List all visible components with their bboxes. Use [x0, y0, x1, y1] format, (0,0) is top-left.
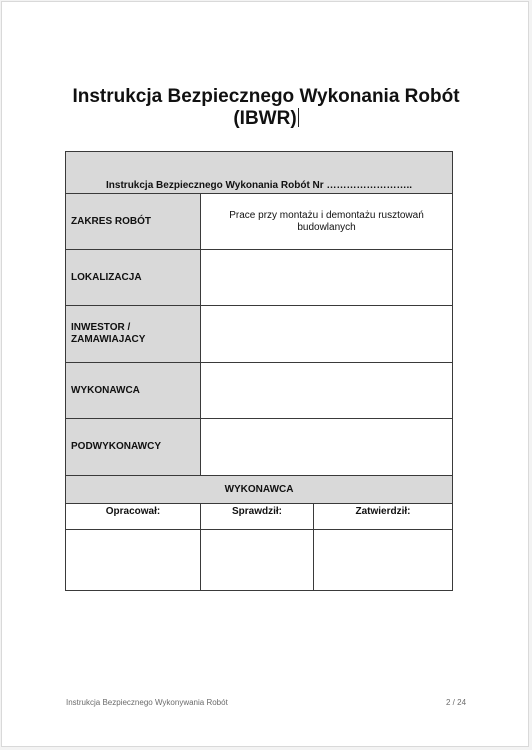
- value-inwestor[interactable]: [201, 306, 453, 363]
- text-cursor: [298, 108, 299, 127]
- ibwr-form-table: [65, 151, 453, 591]
- label-wykonawca: WYKONAWCA: [66, 363, 201, 419]
- row-podwykonawcy: [66, 419, 453, 476]
- value-zakres-robot[interactable]: Prace przy montażu i demontażu rusztowań budowlanych: [201, 194, 453, 250]
- form-header-row: [66, 152, 453, 194]
- contractor-section-row: [66, 476, 453, 504]
- title-line-1: Instrukcja Bezpiecznego Wykonania Robót: [72, 86, 460, 107]
- label-inwestor-text: INWESTOR / ZAMAWIAJACY: [71, 322, 146, 345]
- document-title: [0, 86, 532, 130]
- row-wykonawca: [66, 363, 453, 419]
- contractor-section-title: WYKONAWCA: [66, 476, 453, 504]
- signature-box-opracowal[interactable]: [66, 530, 201, 591]
- title-line-2-text: (IBWR): [233, 108, 297, 129]
- label-lokalizacja: LOKALIZACJA: [66, 250, 201, 306]
- signature-box-zatwierdzil[interactable]: [314, 530, 453, 591]
- form-header-cell: [66, 152, 453, 194]
- row-zakres: [66, 194, 453, 250]
- value-wykonawca[interactable]: [201, 363, 453, 419]
- form-header-text[interactable]: Instrukcja Bezpiecznego Wykonania Robót Nr ……………………..: [106, 180, 412, 191]
- signature-box-sprawdzil[interactable]: [201, 530, 314, 591]
- title-line-2: [0, 108, 532, 130]
- signature-header-row: [66, 504, 453, 530]
- signature-label-zatwierdzil: Zatwierdził:: [314, 504, 453, 530]
- row-inwestor: [66, 306, 453, 363]
- row-lokalizacja: [66, 250, 453, 306]
- label-podwykonawcy: PODWYKONAWCY: [66, 419, 201, 476]
- footer-document-name: Instrukcja Bezpiecznego Wykonywania Robót: [66, 698, 228, 707]
- label-inwestor: [66, 306, 201, 363]
- signature-label-opracowal: Opracował:: [66, 504, 201, 530]
- label-zakres-robot: ZAKRES ROBÓT: [66, 194, 201, 250]
- value-lokalizacja[interactable]: [201, 250, 453, 306]
- signature-box-row: [66, 530, 453, 591]
- signature-label-sprawdzil: Sprawdził:: [201, 504, 314, 530]
- value-podwykonawcy[interactable]: [201, 419, 453, 476]
- footer-page-number: 2 / 24: [446, 698, 467, 707]
